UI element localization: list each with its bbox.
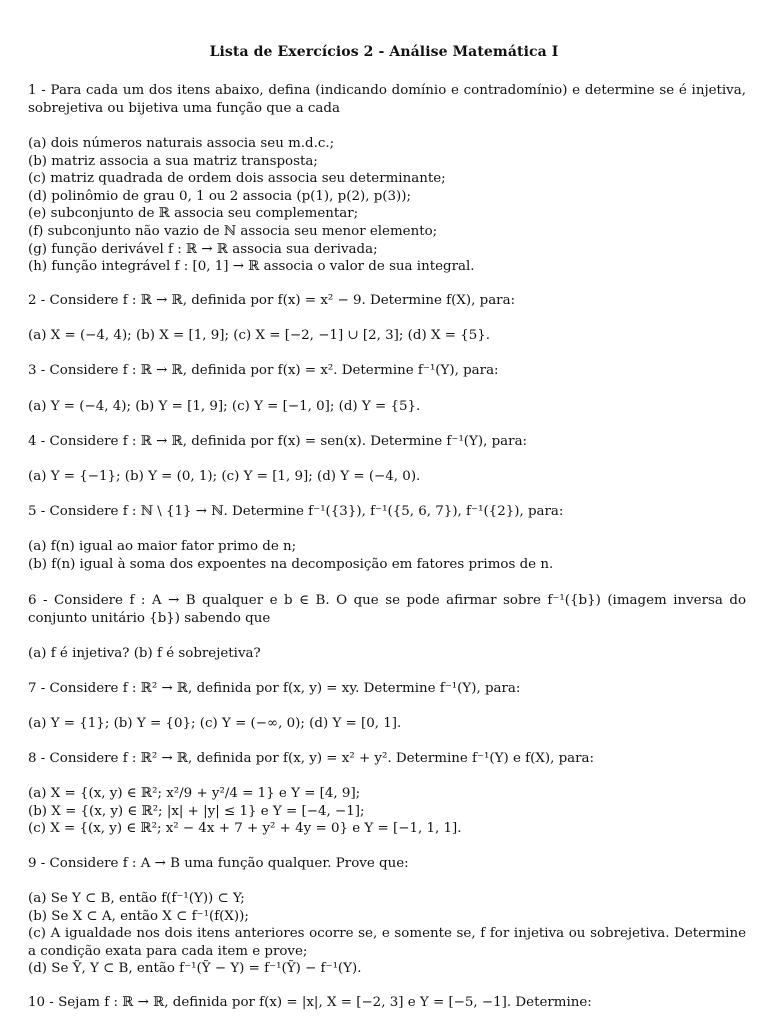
list-item: (b) Se X ⊂ A, então X ⊂ f⁻¹(f(X)); [28, 908, 249, 924]
question-9-statement: 9 - Considere f : A → B uma função qualquer. Prove que: [28, 856, 409, 871]
question-5-statement: 5 - Considere f : ℕ \ {1} → ℕ. Determine f⁻¹({3}), f⁻¹({5, 6, 7}), f⁻¹({2}), para: [28, 504, 564, 519]
list-item: (d) polinômio de grau 0, 1 ou 2 associa (p(1), p(2), p(3)); [28, 188, 411, 204]
question-9 [28, 855, 746, 873]
question-4-statement: 4 - Considere f : ℝ → ℝ, definida por f(x) = sen(x). Determine f⁻¹(Y), para: [28, 434, 528, 449]
list-item: (a) X = {(x, y) ∈ ℝ²; x²/9 + y²/4 = 1} e Y = [4, 9]; [28, 786, 361, 801]
list-item: (a) f é injetiva? (b) f é sobrejetiva? [28, 646, 261, 661]
question-5-items [28, 538, 746, 573]
page-title: Lista de Exercícios 2 - Análise Matemática I [209, 44, 559, 60]
list-item: (a) Y = {−1}; (b) Y = (0, 1); (c) Y = [1, 9]; (d) Y = (−4, 0). [28, 469, 421, 484]
list-item: (b) matriz associa a sua matriz transposta; [28, 153, 318, 169]
question-8-statement: 8 - Considere f : ℝ² → ℝ, definida por f(x, y) = x² + y². Determine f⁻¹(Y) e f(X), para: [28, 751, 595, 766]
list-item: (g) função derivável f : ℝ → ℝ associa sua derivada; [28, 241, 378, 257]
list-item: (c) A igualdade nos dois itens anteriores ocorre se, e somente se, f for injetiva ou sobrejetiva. Determine a condição exata para cada item e prove; [28, 926, 746, 959]
question-5 [28, 503, 746, 521]
question-8 [28, 750, 746, 768]
list-item: (h) função integrável f : [0, 1] → ℝ associa o valor de sua integral. [28, 259, 475, 275]
list-item: (e) subconjunto de ℝ associa seu complementar; [28, 206, 359, 222]
question-3-statement: 3 - Considere f : ℝ → ℝ, definida por f(x) = x². Determine f⁻¹(Y), para: [28, 363, 499, 378]
question-2-items [28, 327, 746, 345]
question-4-items [28, 468, 746, 486]
question-4 [28, 433, 746, 451]
list-item: (c) X = {(x, y) ∈ ℝ²; x² − 4x + 7 + y² + 4y = 0} e Y = [−1, 1, 1]. [28, 821, 462, 837]
list-item: (b) X = {(x, y) ∈ ℝ²; |x| + |y| ≤ 1} e Y = [−4, −1]; [28, 803, 365, 819]
question-2-statement: 2 - Considere f : ℝ → ℝ, definida por f(x) = x² − 9. Determine f(X), para: [28, 293, 516, 308]
question-3 [28, 362, 746, 380]
question-3-items [28, 398, 746, 416]
list-item: (b) f(n) igual à soma dos expoentes na decomposição em fatores primos de n. [28, 556, 554, 572]
question-10-statement: 10 - Sejam f : ℝ → ℝ, definida por f(x) = |x|, X = [−2, 3] e Y = [−5, −1]. Determine: [28, 995, 592, 1010]
list-item: (a) f(n) igual ao maior fator primo de n; [28, 539, 297, 554]
question-6-items [28, 645, 746, 663]
question-7-items [28, 715, 746, 733]
list-item: (a) X = (−4, 4); (b) X = [1, 9]; (c) X = [−2, −1] ∪ [2, 3]; (d) X = {5}. [28, 328, 491, 343]
list-item: (a) dois números naturais associa seu m.d.c.; [28, 136, 335, 151]
list-item: (a) Se Y ⊂ B, então f(f⁻¹(Y)) ⊂ Y; [28, 891, 245, 906]
list-item: (f) subconjunto não vazio de ℕ associa seu menor elemento; [28, 223, 438, 239]
list-item: (a) Y = (−4, 4); (b) Y = [1, 9]; (c) Y = [−1, 0]; (d) Y = {5}. [28, 399, 421, 414]
question-1-intro: 1 - Para cada um dos itens abaixo, defina (indicando domínio e contradomínio) e determine se é injetiva, sobrejetiva ou bijetiva uma função que a cada [28, 83, 746, 116]
question-6-statement: 6 - Considere f : A → B qualquer e b ∈ B. O que se pode afirmar sobre f⁻¹({b}) (imagem inversa do conjunto unitário {b}) sabendo que [28, 593, 746, 626]
question-2 [28, 292, 746, 310]
list-item: (d) Se Ỹ, Y ⊂ B, então f⁻¹(Ỹ − Y) = f⁻¹(Ỹ) − f⁻¹(Y). [28, 961, 362, 977]
question-6 [28, 592, 746, 627]
question-7 [28, 680, 746, 698]
question-7-statement: 7 - Considere f : ℝ² → ℝ, definida por f(x, y) = xy. Determine f⁻¹(Y), para: [28, 681, 521, 696]
list-item: (a) Y = {1}; (b) Y = {0}; (c) Y = (−∞, 0); (d) Y = [0, 1]. [28, 716, 402, 731]
question-9-items [28, 890, 746, 978]
question-8-items [28, 785, 746, 838]
question-1 [28, 82, 746, 117]
question-10 [28, 994, 746, 1012]
question-1-items [28, 135, 746, 276]
list-item: (c) matriz quadrada de ordem dois associa seu determinante; [28, 171, 446, 187]
